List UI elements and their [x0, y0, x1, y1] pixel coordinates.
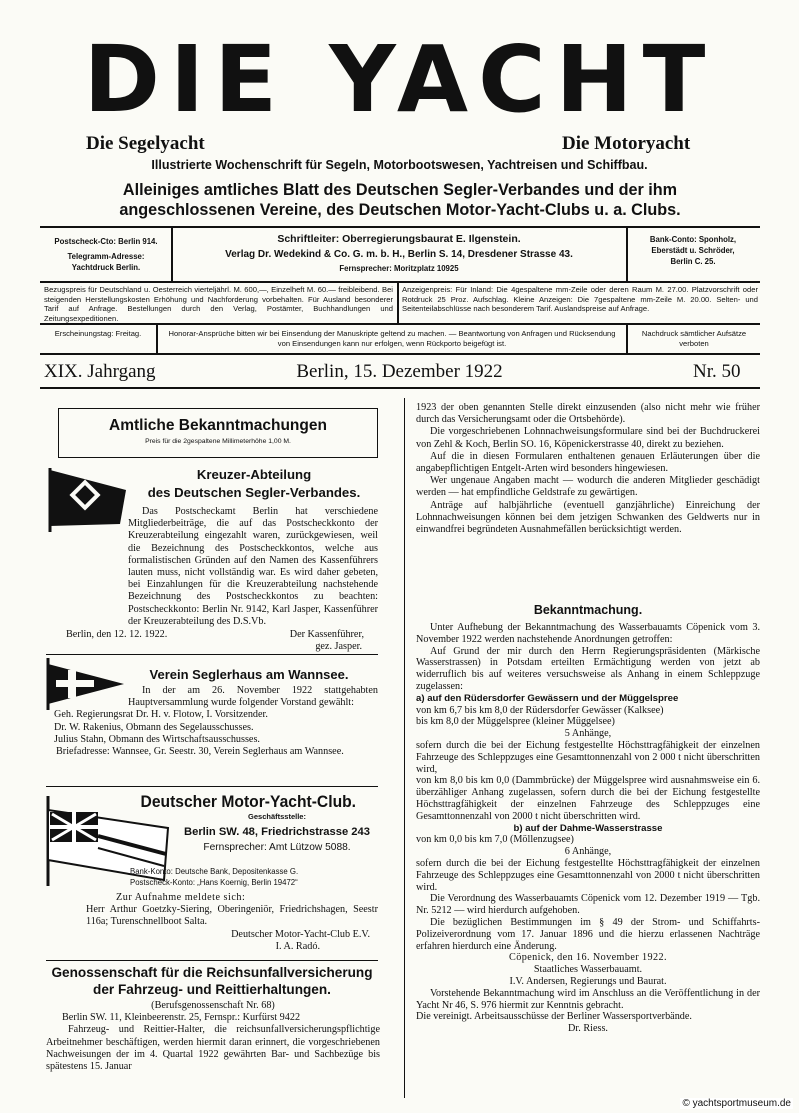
dmyc-office: Geschäftsstelle: Berlin SW. 48, Friedrichstrasse 243 Fernsprecher: Amt Lützow 5088.: [184, 812, 370, 853]
info-nachdruck: Nachdruck sämtlicher Aufsätze verboten: [641, 329, 747, 348]
rule: [626, 325, 628, 353]
issue-year: XIX. Jahrgang: [44, 361, 156, 382]
info-anzeigenpreis: Anzeigenpreis: Für Inland: Die 4gespaltene mm-Zeile oder deren Raum M. 27.00. Platzvorschrift oder Rotdruck 25 Proz. Aufschlag. Kleine Anzeigen: Die 7gespaltene mm-Zeile M. 20.00. Selten- und Seitenteilabschlüsse nach besonderem Tarif. Auslandspreise auf Anfrage.: [402, 285, 758, 313]
rule: [40, 226, 760, 228]
rule: [626, 228, 628, 281]
info-erscheinung: Erscheinungstag: Freitag.: [54, 329, 142, 338]
kreuzer-title: Kreuzer-Abteilung des Deutschen Segler-Verbandes.: [147, 467, 361, 500]
info-bank: Bank-Conto: Sponholz, Eberstädt u. Schröder, Berlin C. 25.: [649, 235, 737, 266]
rule: [156, 325, 158, 353]
rule: [46, 960, 378, 961]
dmyc-title: Deutscher Motor-Yacht-Club.: [140, 792, 357, 811]
rule: [40, 353, 760, 355]
dmyc-text: Zur Aufnahme meldete sich: Herr Arthur Goetzky-Siering, Oberingeniör, Friedrichshagen, Seestr 116a; Turenschnellboot Salta. Deutscher Motor-Yacht-Club E.V. I. A. Radó.: [86, 892, 378, 952]
rule: [46, 654, 378, 655]
issue-number: Nr. 50: [693, 361, 741, 382]
announcements-box: Amtliche Bekanntmachungen Preis für die 2gespaltene Millimeterhöhe 1,00 M.: [58, 408, 378, 458]
rule: [171, 228, 173, 281]
info-honorar: Honorar-Ansprüche bitten wir bei Einsendung der Manuskripte geltend zu machen. — Beantwortung von Anfragen und Rücksendung von Einsendungen kann nur erfolgen, wenn Rückporto beigefügt ist.: [168, 329, 616, 348]
kreuzer-text: Das Postscheckamt Berlin hat verschiedene Mitgliederbeiträge, die auf das Postscheckkonto der Kreuzerabteilung eingezahlt waren, zurückgewiesen, weil die Bezeichnung des Postscheckkontos, welche aus formalistischen Gründen auf den Namen des Kassenführers lauten muss, nicht vollständig war. Es wird daher gebeten, bei Einzahlungen für die Kreuzerabteilung nachstehende Bezeichnung des Postscheckkontos zu beachten: Postscheckkonto: Berlin Nr. 9142, Karl Jasper, Kassenführer der Kreuzerabteilung des D.S.Vb. Berlin, den 12. 12. 1922. Der Kassenführer, gez. Jasper.: [66, 506, 378, 653]
genossenschaft-text: (Berufsgenossenschaft Nr. 68) Berlin SW. 11, Kleinbeerenstr. 25, Fernspr.: Kurfürst 9422 Fahrzeug- und Reittier-Halter, die reichsunfallversicherungspflichtige Arbeitnehmer beschäftigen, werden hiermit daran erinnert, die vorgeschriebenen Nachweisungen der im 4. Quartal 1922 gewährten Bar- und Sachbezüge bis spätestens 15. Januar: [46, 1000, 380, 1073]
bekanntmachung-title: Bekanntmachung.: [533, 603, 643, 617]
dmyc-bank: Bank-Konto: Deutsche Bank, Depositenkasse G. Postscheck-Konto: „Hans Koernig, Berlin 19472“: [130, 867, 299, 887]
masthead-title: DIE YACHT: [83, 26, 716, 133]
seglerhaus-title: Verein Seglerhaus am Wannsee.: [149, 667, 349, 682]
right-column-top: 1923 der oben genannten Stelle direkt einzusenden (also nicht mehr wie früher durch das Versicherungsamt oder die Ortsbehörde). Die vorgeschriebenen Lohnnachweisungsformulare sind bei der Buchdruckerei von Zehl & Koch, Berlin SO. 16, Köpenickerstrasse 40, direkt zu beziehen. Auf die in diesen Formularen enthaltenen genauen Erläuterungen über die angabepflichtigen Entgelt-Arten wird besonders hingewiesen. Wer ungenaue Angaben macht — wodurch die anderen Mitglieder geschädigt werden — hat empfindliche Geldstrafe zu gewärtigen. Anträge auf halbjährliche (eventuell ganzjährliche) Einreichung der Lohnnachweisungen können bei dem jetzigen Schwanken des Geldwerts nur in einwandfrei begründeten Ausnahmefällen berücksichtigt werden.: [416, 402, 760, 536]
bekanntmachung-text: Unter Aufhebung der Bekanntmachung des Wasserbauamts Cöpenick vom 3. November 1922 werden nachstehende Anordnungen getroffen: Auf Grund der mir durch den Herrn Regierungspräsidenten (Märkische Wasserstrassen) in Potsdam erteilten Ermächtigung werden von jetzt ab widerruflich bis auf weiteres versuchsweise als Anhang in einem Schleppzuge zugelassen: a) auf den Rüdersdorfer Gewässern und der Müggelspree von km 6,7 bis km 8,0 der Rüdersdorfer Gewässer (Kalksee) bis km 8,0 der Müggelspree (kleiner Müggelsee) 5 Anhänge, sofern durch die bei der Eichung festgestellte Höchsttragfähigkeit der einzelnen Fahrzeuge des Schleppzuges eine Gesamttonnenzahl von 2 000 t nicht überschritten wird, von km 8,0 bis km 0,0 (Dammbrücke) der Müggelspree wird ausnahmsweise ein 6. überzähliger Anhang zugelassen, sofern durch die bei der Eichung festgestellte Höchsttragfähigkeit der einzelnen Fahrzeuge des Schleppzuges eine Gesamttonnenzahl von 2000 t nicht überschritten wird. b) auf der Dahme-Wasserstrasse von km 0,0 bis km 7,0 (Möllenzugsee) 6 Anhänge, sofern durch die bei der Eichung festgestellte Höchsttragfähigkeit der einzelnen Fahrzeuge des Schleppzuges eine Gesamttonnenzahl von 2000 t nicht überschritten wird. Die Verordnung des Wasserbauamts Cöpenick vom 12. Dezember 1919 — Tgb. Nr. 5212 — wird hierdurch aufgehoben. Die bezüglichen Bestimmungen im § 49 der Strom- und Schiffahrts-Polizeiverordnung vom 17. Januar 1896 und die hierzu erlassenen Nachträge erfahren hierdurch eine Änderung. Cöpenick, den 16. November 1922. Staatliches Wasserbauamt. I.V. Andersen, Regierungs und Baurat. Vorstehende Bekanntmachung wird im Anschluss an die Veröffentlichung in der Yacht Nr 46, S. 976 hiermit zur Kenntnis gebracht. Die vereinigt. Arbeitsausschüsse der Berliner Wassersportverbände. Dr. Riess.: [416, 622, 760, 1035]
info-bezugspreis: Bezugspreis für Deutschland u. Oesterreich vierteljährl. M. 600,—, Einzelheft M. 60.— freibleibend. Bei steigenden Herstellungskosten Erhöhung und Nachforderung vorbehalten. Für Ausland besonderer Tarif auf Anfrage. Bestellungen durch den Verlag, Postämter, Buchhandlungen und Zeitungsexpeditionen.: [44, 285, 393, 323]
info-postcheck: Postscheck-Cto: Berlin 914. Telegramm-Adresse: Yachtdruck Berlin.: [54, 237, 158, 272]
tagline: Illustrierte Wochenschrift für Segeln, Motorbootswesen, Yachtreisen und Schiffbau.: [151, 158, 648, 172]
rule: [40, 281, 760, 283]
rule: [40, 387, 760, 389]
genossenschaft-title: Genossenschaft für die Reichsunfallversicherung der Fahrzeug- und Reittierhaltungen.: [51, 965, 373, 997]
issue-date: Berlin, 15. Dezember 1922: [296, 361, 503, 382]
rule: [40, 323, 760, 325]
column-rule: [404, 398, 405, 1098]
subtitle-motoryacht: Die Motoryacht: [562, 133, 691, 154]
info-publisher: Schriftleiter: Oberregierungsbaurat E. Ilgenstein. Verlag Dr. Wedekind & Co. G. m. b. H., Berlin S. 14, Dresdener Strasse 43. Fernsprecher: Moritzplatz 10925: [225, 233, 573, 273]
seglerhaus-text: In der am 26. November 1922 stattgehabten Hauptversammlung wurde folgender Vorstand gewählt: Geh. Regierungsrat Dr. H. v. Flotow, I. Vorsitzender. Dr. W. Rakenius, Obmann des Segelausschusses. Julius Stahn, Obmann des Wirtschaftsausschusses. Briefadresse: Wannsee, Gr. Seestr. 30, Verein Seglerhaus am Wannsee.: [54, 685, 378, 758]
rule: [46, 786, 378, 787]
rule: [397, 283, 399, 323]
watermark-credit: © yachtsportmuseum.de: [682, 1098, 791, 1109]
subtitle-segelyacht: Die Segelyacht: [86, 133, 205, 154]
official-statement: Alleiniges amtliches Blatt des Deutschen Segler-Verbandes und der ihm angeschlossenen Vereine, des Deutschen Motor-Yacht-Clubs u. a. Clubs.: [119, 181, 681, 219]
